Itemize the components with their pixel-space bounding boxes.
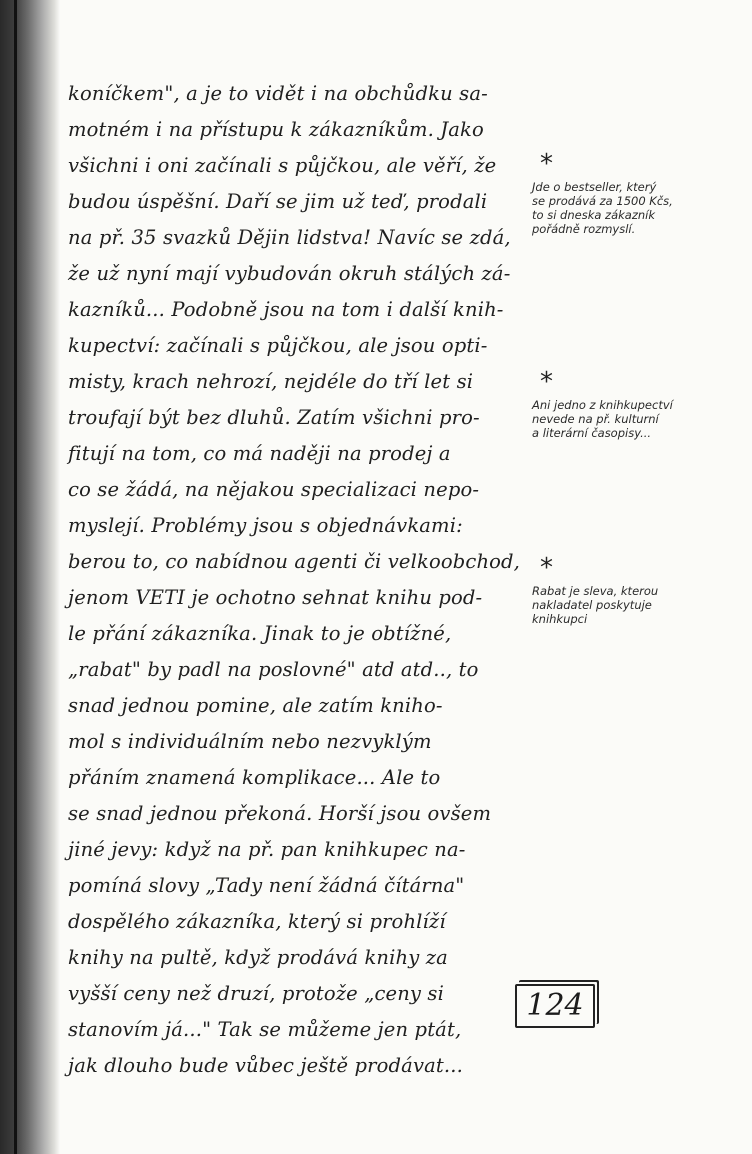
text-line: fitují na tom, co má naději na prodej a xyxy=(68,442,451,465)
text-line: vyšší ceny než druzí, protože „ceny si xyxy=(68,982,444,1005)
text-line: na př. 35 svazků Dějin lidstva! Navíc se zdá, xyxy=(68,226,511,249)
text-line: všichni i oni začínali s půjčkou, ale věří, že xyxy=(68,154,497,177)
text-line: že už nyní mají vybudován okruh stálých zá- xyxy=(68,262,511,285)
note-line: knihkupci xyxy=(532,612,588,626)
text-line: přáním znamená komplikace... Ale to xyxy=(68,766,441,789)
note-line: Rabat je sleva, kterou xyxy=(532,584,659,598)
text-line: le přání zákazníka. Jinak to je obtížné, xyxy=(68,622,452,645)
text-line: mol s individuálním nebo nezvyklým xyxy=(68,730,432,753)
text-line: „rabat" by padl na poslovné" atd atd.., to xyxy=(68,658,479,681)
text-line: jenom VETI je ochotno sehnat knihu pod- xyxy=(68,586,483,609)
page-number: 124 xyxy=(515,984,595,1028)
text-line: knihy na pultě, když prodává knihy za xyxy=(68,946,448,969)
text-line: motném i na přístupu k zákazníkům. Jako xyxy=(68,118,484,141)
note-line: nakladatel poskytuje xyxy=(532,598,652,612)
note-line: nevede na př. kulturní xyxy=(532,412,659,426)
text-line: misty, krach nehrozí, nejdéle do tří let si xyxy=(68,370,474,393)
margin-note-bestseller xyxy=(532,149,722,236)
text-line: kazníků... Podobně jsou na tom i další knih- xyxy=(68,298,504,321)
text-line: co se žádá, na nějakou specializaci nepo- xyxy=(68,478,480,501)
text-line: myslejí. Problémy jsou s objednávkami: xyxy=(68,514,463,537)
note-line: a literární časopisy... xyxy=(532,426,652,440)
note-line: se prodává za 1500 Kčs, xyxy=(532,194,673,208)
text-line: kupectví: začínali s půjčkou, ale jsou opti- xyxy=(68,334,488,357)
text-line: berou to, co nabídnou agenti či velkoobchod, xyxy=(68,550,521,573)
text-line: dospělého zákazníka, který si prohlíží xyxy=(68,910,446,933)
text-line: jak dlouho bude vůbec ještě prodávat... xyxy=(68,1054,463,1077)
main-text-block xyxy=(68,76,528,1084)
text-line: koníčkem", a je to vidět i na obchůdku sa- xyxy=(68,82,488,105)
text-line: jiné jevy: když na př. pan knihkupec na- xyxy=(68,838,466,861)
note-line: Ani jedno z knihkupectví xyxy=(532,398,673,412)
text-line: se snad jednou překoná. Horší jsou ovšem xyxy=(68,802,492,825)
text-line: snad jednou pomine, ale zatím kniho- xyxy=(68,694,443,717)
text-line: troufají být bez dluhů. Zatím všichni pro- xyxy=(68,406,480,429)
text-line: pomíná slovy „Tady není žádná čítárna" xyxy=(68,874,465,897)
text-line: budou úspěšní. Daří se jim už teď, prodali xyxy=(68,190,488,213)
text-line: stanovím já..." Tak se můžeme jen ptát, xyxy=(68,1018,462,1041)
note-line: pořádně rozmyslí. xyxy=(532,222,636,236)
margin-note-magazines xyxy=(532,367,722,440)
note-line: to si dneska zákazník xyxy=(532,208,656,222)
asterisk-icon: * xyxy=(540,149,553,179)
margin-note-rabat xyxy=(532,553,722,626)
note-line: Jde o bestseller, který xyxy=(532,180,657,194)
asterisk-icon: * xyxy=(540,553,553,583)
asterisk-icon: * xyxy=(540,367,553,397)
